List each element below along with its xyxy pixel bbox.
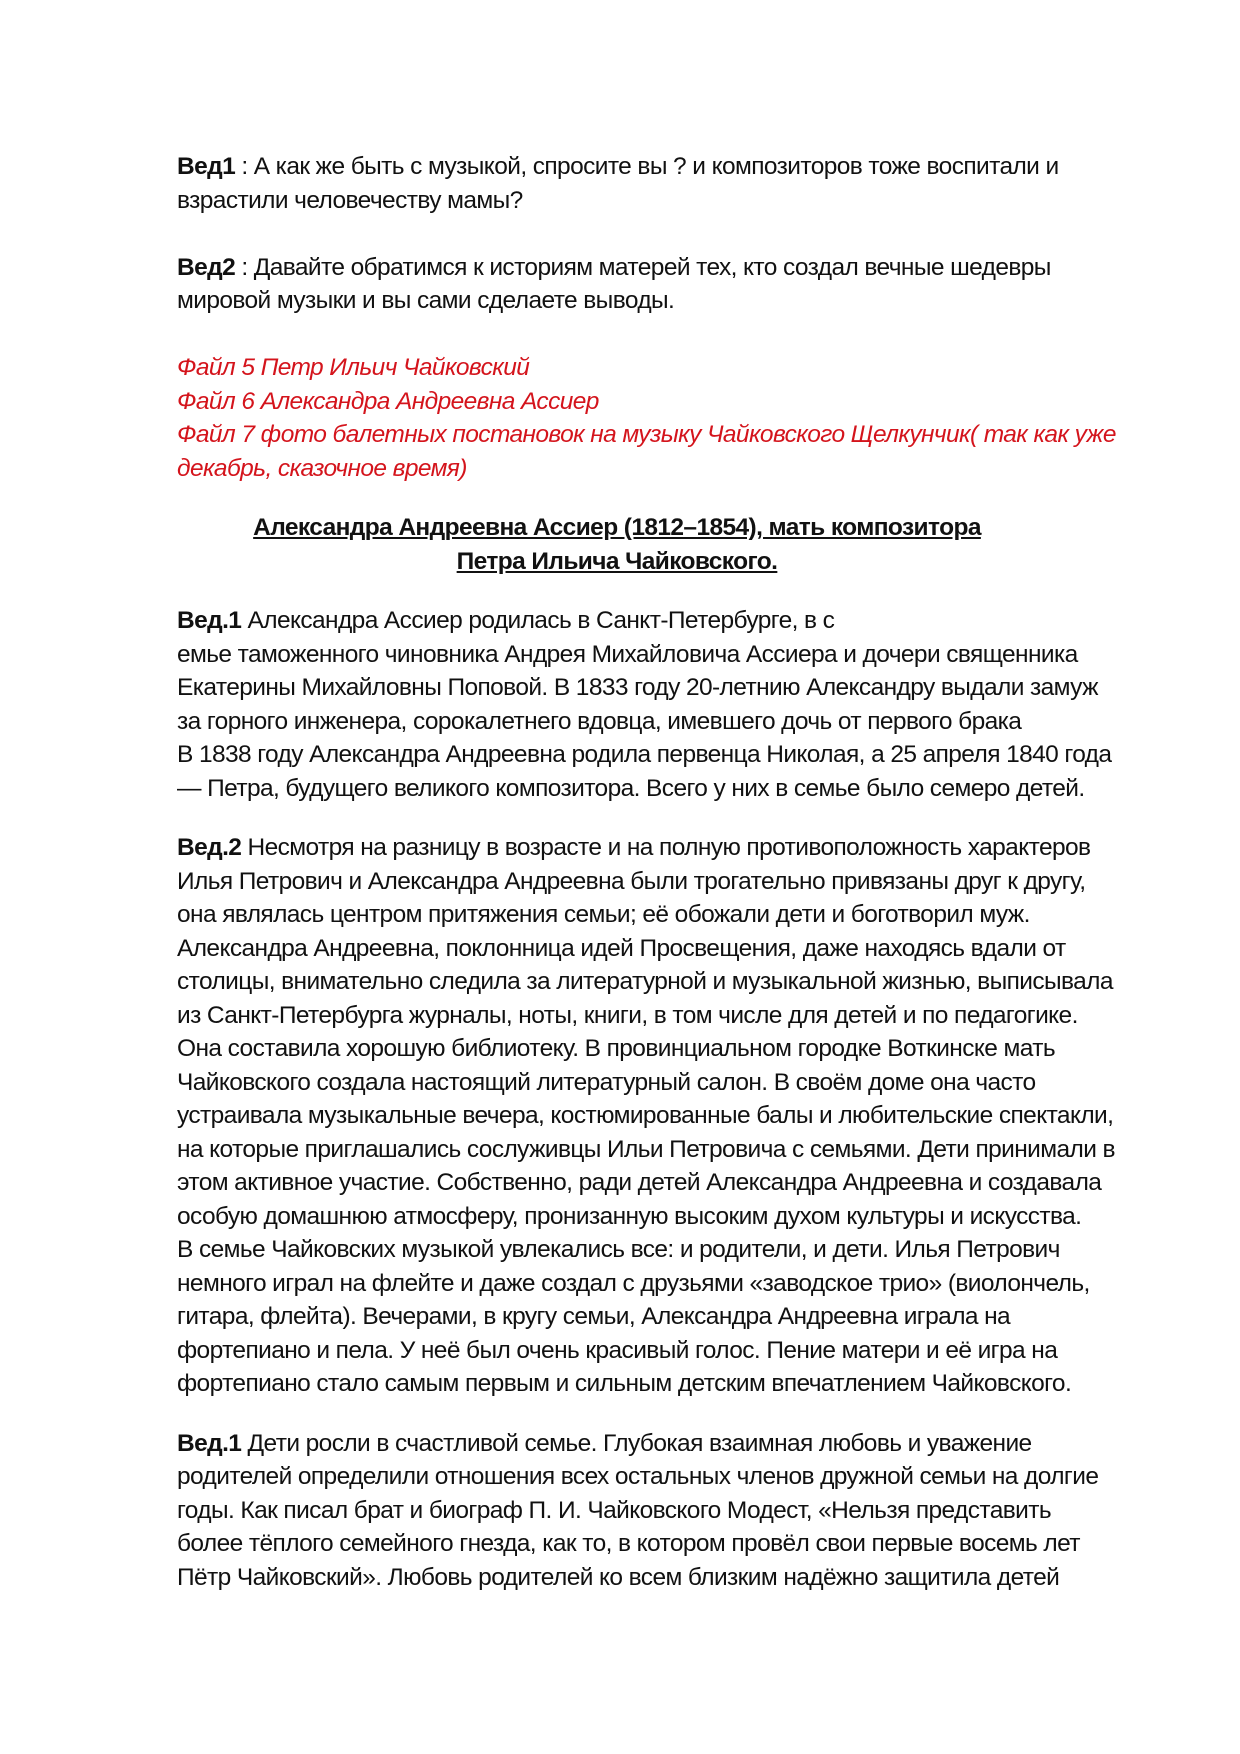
speaker-label: Вед.1	[177, 607, 242, 634]
intro-ved2	[177, 251, 1157, 318]
file-note: декабрь, сказочное время)	[177, 454, 467, 482]
speaker-label: Вед1	[177, 153, 236, 180]
text-line: за горного инженера, сорокалетнего вдовца, имевшего дочь от первого брака	[177, 707, 1022, 735]
text-line: годы. Как писал брат и биограф П. И. Чайковского Модест, «Нельзя представить	[177, 1496, 1052, 1524]
text-line: Вед.1 Александра Ассиер родилась в Санкт-Петербурге, в с	[177, 607, 835, 634]
section-title	[177, 511, 1057, 578]
text-line: Вед.2 Несмотря на разницу в возрасте и на полную противоположность характеров	[177, 834, 1091, 861]
document-page	[177, 150, 1157, 1594]
intro-ved1	[177, 150, 1157, 217]
text-line: Чайковского создала настоящий литературный салон. В своём доме она часто	[177, 1068, 1036, 1096]
file-notes	[177, 351, 1157, 485]
paragraph-ved1-childhood	[177, 1427, 1157, 1595]
text-line: Пётр Чайковский». Любовь родителей ко всем близким надёжно защитила детей	[177, 1563, 1060, 1591]
text-line: на которые приглашались сослуживцы Ильи Петровича с семьями. Дети принимали в	[177, 1135, 1115, 1163]
text-line: Вед1 : А как же быть с музыкой, спросите вы ? и композиторов тоже воспитали и	[177, 153, 1059, 180]
section-title-line-1: Александра Андреевна Ассиер (1812–1854), мать композитора	[253, 514, 981, 541]
text-line: из Санкт-Петербурга журналы, ноты, книги, в том числе для детей и по педагогике.	[177, 1001, 1078, 1029]
text-line: Вед2 : Давайте обратимся к историям матерей тех, кто создал вечные шедевры	[177, 253, 1051, 281]
text-line: В 1838 году Александра Андреевна родила первенца Николая, а 25 апреля 1840 года	[177, 741, 1112, 768]
text-line: фортепиано и пела. У неё был очень красивый голос. Пение матери и её игра на	[177, 1336, 1058, 1364]
text-line: Екатерины Михайловны Поповой. В 1833 году 20-летнию Александру выдали замуж	[177, 674, 1098, 701]
paragraph-ved1-birth	[177, 604, 1157, 805]
text-line: родителей определили отношения всех остальных членов дружной семьи на долгие	[177, 1463, 1099, 1490]
text-line: этом активное участие. Собственно, ради детей Александра Андреевна и создавала	[177, 1169, 1102, 1196]
file-note: Файл 6 Александра Андреевна Ассиер	[177, 387, 599, 415]
text-line: Вед.1 Дети росли в счастливой семье. Глубокая взаимная любовь и уважение	[177, 1429, 1032, 1457]
text-line: фортепиано стало самым первым и сильным детским впечатлением Чайковского.	[177, 1370, 1072, 1397]
text-line: Александра Андреевна, поклонница идей Просвещения, даже находясь вдали от	[177, 934, 1066, 962]
text-line: мировой музыки и вы сами сделаете выводы.	[177, 287, 675, 314]
text-line: устраивала музыкальные вечера, костюмированные балы и любительские спектакли,	[177, 1102, 1114, 1129]
speaker-label: Вед.1	[177, 1429, 242, 1457]
paragraph-ved2-family	[177, 831, 1157, 1401]
speaker-label: Вед.2	[177, 834, 242, 861]
section-title-line-2: Петра Ильича Чайковского.	[456, 547, 778, 575]
text-line: — Петра, будущего великого композитора. Всего у них в семье было семеро детей.	[177, 774, 1085, 802]
text-line: Илья Петрович и Александра Андреевна были трогательно привязаны друг к другу,	[177, 867, 1086, 895]
file-note: Файл 5 Петр Ильич Чайковский	[177, 354, 530, 381]
text-line: она являлась центром притяжения семьи; её обожали дети и боготворил муж.	[177, 901, 1030, 928]
file-note: Файл 7 фото балетных постановок на музыку Чайковского Щелкунчик( так как уже	[177, 421, 1116, 448]
text-line: столицы, внимательно следила за литературной и музыкальной жизнью, выписывала	[177, 968, 1113, 995]
text-line: особую домашнюю атмосферу, пронизанную высоким духом культуры и искусства.	[177, 1202, 1082, 1230]
text-line: гитара, флейта). Вечерами, в кругу семьи, Александра Андреевна играла на	[177, 1303, 1011, 1330]
text-line: взрастили человечеству мамы?	[177, 186, 523, 214]
text-line: более тёплого семейного гнезда, как то, в котором провёл свои первые восемь лет	[177, 1530, 1080, 1557]
speaker-label: Вед2	[177, 253, 236, 281]
text-line: емье таможенного чиновника Андрея Михайловича Ассиера и дочери священника	[177, 640, 1078, 668]
text-line: В семье Чайковских музыкой увлекались все: и родители, и дети. Илья Петрович	[177, 1236, 1060, 1263]
text-line: немного играл на флейте и даже создал с друзьями «заводское трио» (виолончель,	[177, 1269, 1090, 1297]
text-line: Она составила хорошую библиотеку. В провинциальном городке Воткинске мать	[177, 1035, 1056, 1062]
